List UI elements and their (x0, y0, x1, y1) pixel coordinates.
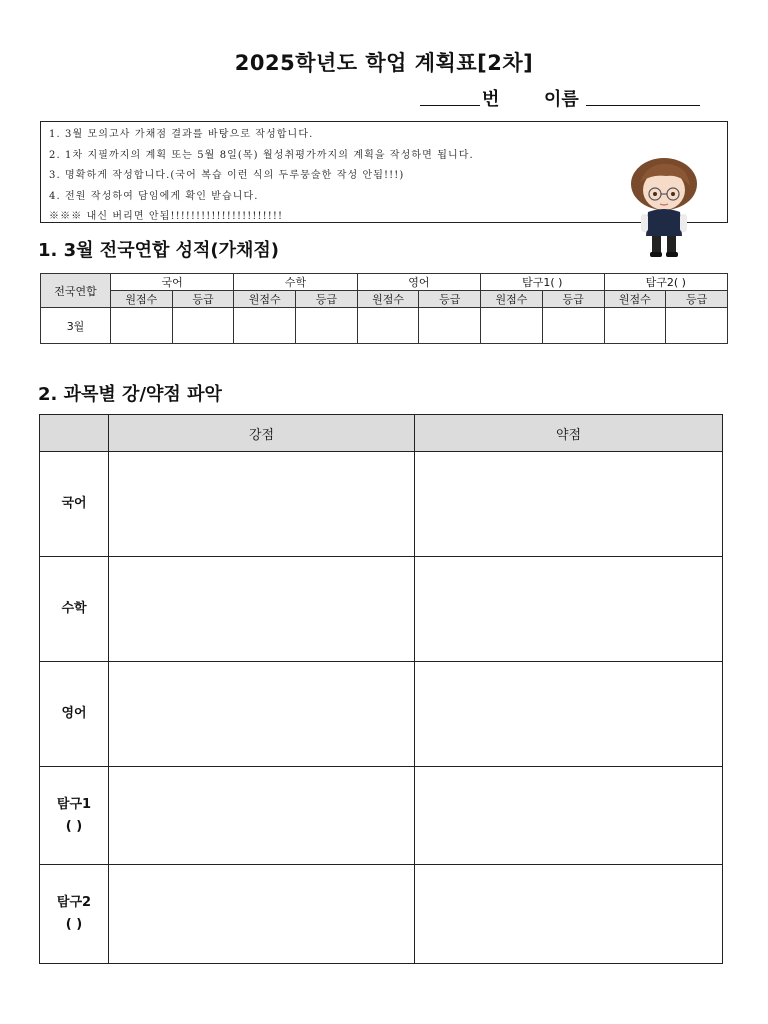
score-input-cell[interactable] (419, 308, 481, 344)
subject-sub-label: ( ) (65, 917, 83, 932)
raw-score-header: 원점수 (357, 291, 419, 308)
subject-header-math: 수학 (234, 274, 357, 291)
subject-label: 국어 (61, 496, 87, 511)
subject-sub-label: ( ) (65, 818, 83, 834)
row-header-cell: 전국연합 (41, 274, 111, 308)
name-label: 이름 (544, 89, 579, 110)
weakness-input-cell[interactable] (415, 865, 723, 964)
raw-score-header: 원점수 (481, 291, 543, 308)
score-input-cell[interactable] (481, 308, 543, 344)
corner-cell (40, 415, 109, 452)
raw-score-header: 원점수 (111, 291, 173, 308)
strength-input-cell[interactable] (109, 767, 415, 865)
subject-header-english: 영어 (357, 274, 480, 291)
notice-line-2: 2. 1차 지필까지의 계획 또는 5월 8일(목) 월성취평가까지의 계획을 작성하면 됩니다. (49, 149, 474, 161)
score-input-cell[interactable] (604, 308, 666, 344)
subject-label: 탐구1 (56, 796, 92, 812)
score-input-cell[interactable] (296, 308, 358, 344)
subject-label: 탐구2 (56, 895, 92, 910)
weakness-input-cell[interactable] (415, 557, 723, 662)
score-input-cell[interactable] (234, 308, 296, 344)
strength-header: 강점 (109, 415, 415, 452)
teacher-character-illustration (628, 156, 700, 258)
strength-input-cell[interactable] (109, 662, 415, 767)
subject-cell-korean (40, 452, 109, 557)
weakness-input-cell[interactable] (415, 767, 723, 865)
weakness-input-cell[interactable] (415, 662, 723, 767)
strength-weakness-table (39, 414, 723, 964)
strength-input-cell[interactable] (109, 865, 415, 964)
weakness-input-cell[interactable] (415, 452, 723, 557)
subject-cell-inquiry1 (40, 767, 109, 865)
notice-line-3: 3. 명확하게 작성합니다.(국어 복습 이런 식의 두루뭉술한 작성 안됨!!!) (49, 170, 405, 181)
notice-line-1: 1. 3월 모의고사 가채점 결과를 바탕으로 작성합니다. (49, 129, 314, 140)
raw-score-header: 원점수 (604, 291, 666, 308)
strength-input-cell[interactable] (109, 557, 415, 662)
notice-box (40, 121, 728, 223)
name-blank[interactable] (586, 85, 700, 106)
grade-header: 등급 (172, 291, 234, 308)
section1-title: 1. 3월 전국연합 성적(가채점) (38, 240, 280, 261)
score-input-cell[interactable] (172, 308, 234, 344)
row-label-march: 3월 (41, 308, 111, 344)
score-input-cell[interactable] (542, 308, 604, 344)
notice-line-4: 4. 전원 작성하여 담임에게 확인 받습니다. (49, 190, 259, 202)
score-input-cell[interactable] (111, 308, 173, 344)
subject-header-inquiry1: 탐구1( ) (481, 274, 604, 291)
grade-header: 등급 (542, 291, 604, 308)
weakness-header: 약점 (415, 415, 723, 452)
page-title: 2025학년도 학업 계획표[2차] (234, 51, 534, 75)
subject-label: 수학 (61, 601, 87, 616)
grade-header: 등급 (666, 291, 728, 308)
section2-title: 2. 과목별 강/약점 파악 (38, 384, 222, 405)
score-input-cell[interactable] (357, 308, 419, 344)
grade-header: 등급 (419, 291, 481, 308)
notice-line-5: ※※※ 내신 버리면 안됨!!!!!!!!!!!!!!!!!!!!!! (49, 211, 284, 222)
subject-header-inquiry2: 탐구2( ) (604, 274, 728, 291)
score-input-cell[interactable] (666, 308, 728, 344)
subject-cell-english (40, 662, 109, 767)
strength-input-cell[interactable] (109, 452, 415, 557)
number-label: 번 (482, 89, 500, 110)
subject-cell-math (40, 557, 109, 662)
subject-cell-inquiry2 (40, 865, 109, 964)
raw-score-header: 원점수 (234, 291, 296, 308)
student-info-line (420, 85, 720, 109)
subject-label: 영어 (61, 706, 87, 721)
subject-header-korean: 국어 (111, 274, 234, 291)
number-blank[interactable] (420, 85, 480, 106)
mock-exam-score-table (40, 273, 728, 344)
grade-header: 등급 (296, 291, 358, 308)
